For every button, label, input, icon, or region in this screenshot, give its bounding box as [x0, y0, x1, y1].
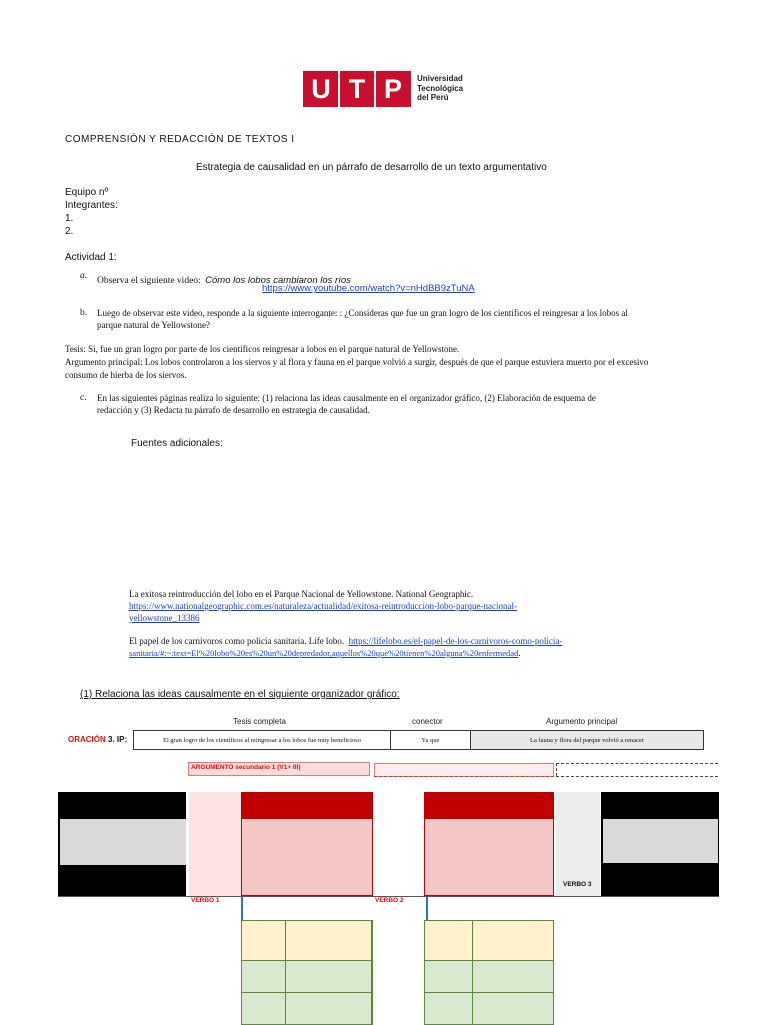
logo-letter-t: T: [348, 74, 366, 104]
grid-2-cell[interactable]: [472, 992, 554, 1025]
grid-1-cell[interactable]: [285, 960, 373, 993]
activity-title: Actividad 1:: [65, 252, 117, 263]
connector-line-1: [241, 897, 243, 921]
col-tesis-header: Tesis completa: [233, 717, 286, 726]
verbo-2-label: VERBO 2: [375, 897, 404, 904]
red-block-1-header: [241, 792, 373, 818]
pink-column: [189, 792, 241, 896]
activity-b-line1: Luego de observar este video, responde a la siguiente interrogante: : ¿Consideras que fue un gran logro de los científicos el reingresar a los lobos al: [97, 308, 628, 318]
verbo-3-label: VERBO 3: [563, 881, 592, 888]
source-2-link-cont[interactable]: sanitaria/#:~:text=El%20lobo%20es%20un%20depredador,aquellos%20que%20tienen%20alguna%20enfermedad: [129, 648, 519, 658]
left-grey-band[interactable]: [60, 819, 186, 865]
video-link[interactable]: https://www.youtube.com/watch?v=nHdBB9zTuNA: [262, 283, 475, 294]
team-member-2: 2.: [65, 226, 74, 237]
col-argumento-header: Argumento principal: [546, 717, 618, 726]
document-subtitle: Estrategia de causalidad en un párrafo de desarrollo de un texto argumentativo: [196, 162, 547, 173]
grid-1-cell[interactable]: [241, 992, 286, 1025]
dashed-divider: [374, 776, 554, 777]
grid-1-cell[interactable]: [285, 992, 373, 1025]
organizer-heading: (1) Relaciona las ideas causalmente en el siguiente organizador gráfico:: [80, 689, 400, 700]
argumento-cell[interactable]: La fauna y flora del parque volvió a renacer: [470, 730, 704, 750]
grid-2-cell[interactable]: [424, 960, 473, 993]
logo-letter-u: U: [311, 74, 331, 104]
activity-c-line2: redacción y (3) Redacta tu párrafo de desarrollo en estrategia de causalidad.: [97, 405, 370, 415]
argumento-line1: Argumento principal: Los lobos controlaron a los siervos y al flora y fauna en el parque volvió a surgir, después de que el parque estuviera muerto por el excesivo: [65, 357, 649, 367]
course-title: COMPRENSIÓN Y REDACCIÓN DE TEXTOS I: [65, 134, 295, 145]
conector-cell[interactable]: Ya que: [390, 730, 471, 750]
source-1-text: La exitosa reintroducción del lobo en el Parque Nacional de Yellowstone. National Geographic.: [129, 589, 474, 599]
activity-b-marker: b.: [80, 308, 88, 318]
team-members-label: Integrantes:: [65, 200, 118, 211]
source-2-link[interactable]: https://lifelobo.es/el-papel-de-los-carnivoros-como-policia-: [348, 636, 563, 646]
team-number: Equipo nº: [65, 187, 109, 198]
logo-letter-p: P: [383, 74, 402, 104]
arg-secundario-label: ARGUMENTO secundario 1 (V1+ III): [191, 764, 301, 771]
activity-c-line1: En las siguientes páginas realiza lo siguiente: (1) relaciona las ideas causalmente en el organizador gráfico, (2) Elaboración de esquema de: [97, 393, 596, 403]
grid-2-cell[interactable]: [472, 920, 554, 961]
video-title: Cómo los lobos cambiaron los ríos: [205, 275, 351, 286]
connector-line-2: [426, 897, 428, 921]
sources-title: Fuentes adicionales:: [131, 438, 223, 449]
row-label: ORACIÓN 3. IP:: [68, 735, 128, 744]
grid-2-cell[interactable]: [424, 992, 473, 1025]
verbo-1-label: VERBO 1: [191, 897, 220, 904]
grid-2-cell[interactable]: [424, 920, 473, 961]
red-block-1-body[interactable]: [241, 818, 373, 896]
grid-1-cell[interactable]: [241, 920, 286, 961]
tesis-text: Tesis: Si, fue un gran logro por parte de los científicos reingresar a lobos en el parque natural de Yellowstone.: [65, 344, 460, 354]
red-block-2-body[interactable]: [424, 818, 554, 896]
col-conector-header: conector: [412, 717, 443, 726]
activity-a-text: Observa el siguiente video: Cómo los lobos cambiaron los ríos: [97, 275, 351, 286]
logo-divider: [374, 71, 376, 107]
grid-2-cell[interactable]: [472, 960, 554, 993]
logo-university-name: Universidad Tecnológica del Perú: [417, 74, 464, 102]
dashed-divider: [556, 776, 718, 777]
source-1-link-cont[interactable]: yellowstone_13386: [129, 613, 200, 623]
grid-1-cell[interactable]: [285, 920, 373, 961]
dashed-box-3: [556, 763, 718, 776]
right-grey-band[interactable]: [603, 819, 718, 863]
arg-secundario-box-2[interactable]: [374, 763, 554, 777]
activity-c-marker: c.: [80, 393, 87, 403]
grid-1-cell[interactable]: [241, 960, 286, 993]
argumento-line2: consumo de hierba de los siervos.: [65, 370, 187, 380]
red-block-2-header: [424, 792, 554, 818]
activity-b-line2: parque natural de Yellowstone?: [97, 320, 210, 330]
source-2-cont: sanitaria/#:~:text=El%20lobo%20es%20un%20depredador,aquellos%20que%20tienen%20alguna%20enfermedad.: [129, 648, 521, 658]
divider-line: [58, 896, 719, 897]
tesis-cell[interactable]: El gran logro de los científicos al reingresar a los lobos fue muy beneficioso: [133, 730, 391, 750]
activity-a-marker: a.: [80, 271, 88, 281]
logo-divider: [338, 71, 340, 107]
team-member-1: 1.: [65, 213, 74, 224]
source-2: El papel de los carnívoros como policía sanitaria. Life lobo. https://lifelobo.es/el-papel-de-los-carnivoros-como-policia-: [129, 636, 563, 646]
grid-1-edge: [371, 920, 373, 1024]
source-1-link[interactable]: https://www.nationalgeographic.com.es/naturaleza/actualidad/exitosa-reintroduccion-lobo-parque-nacional-: [129, 601, 518, 611]
